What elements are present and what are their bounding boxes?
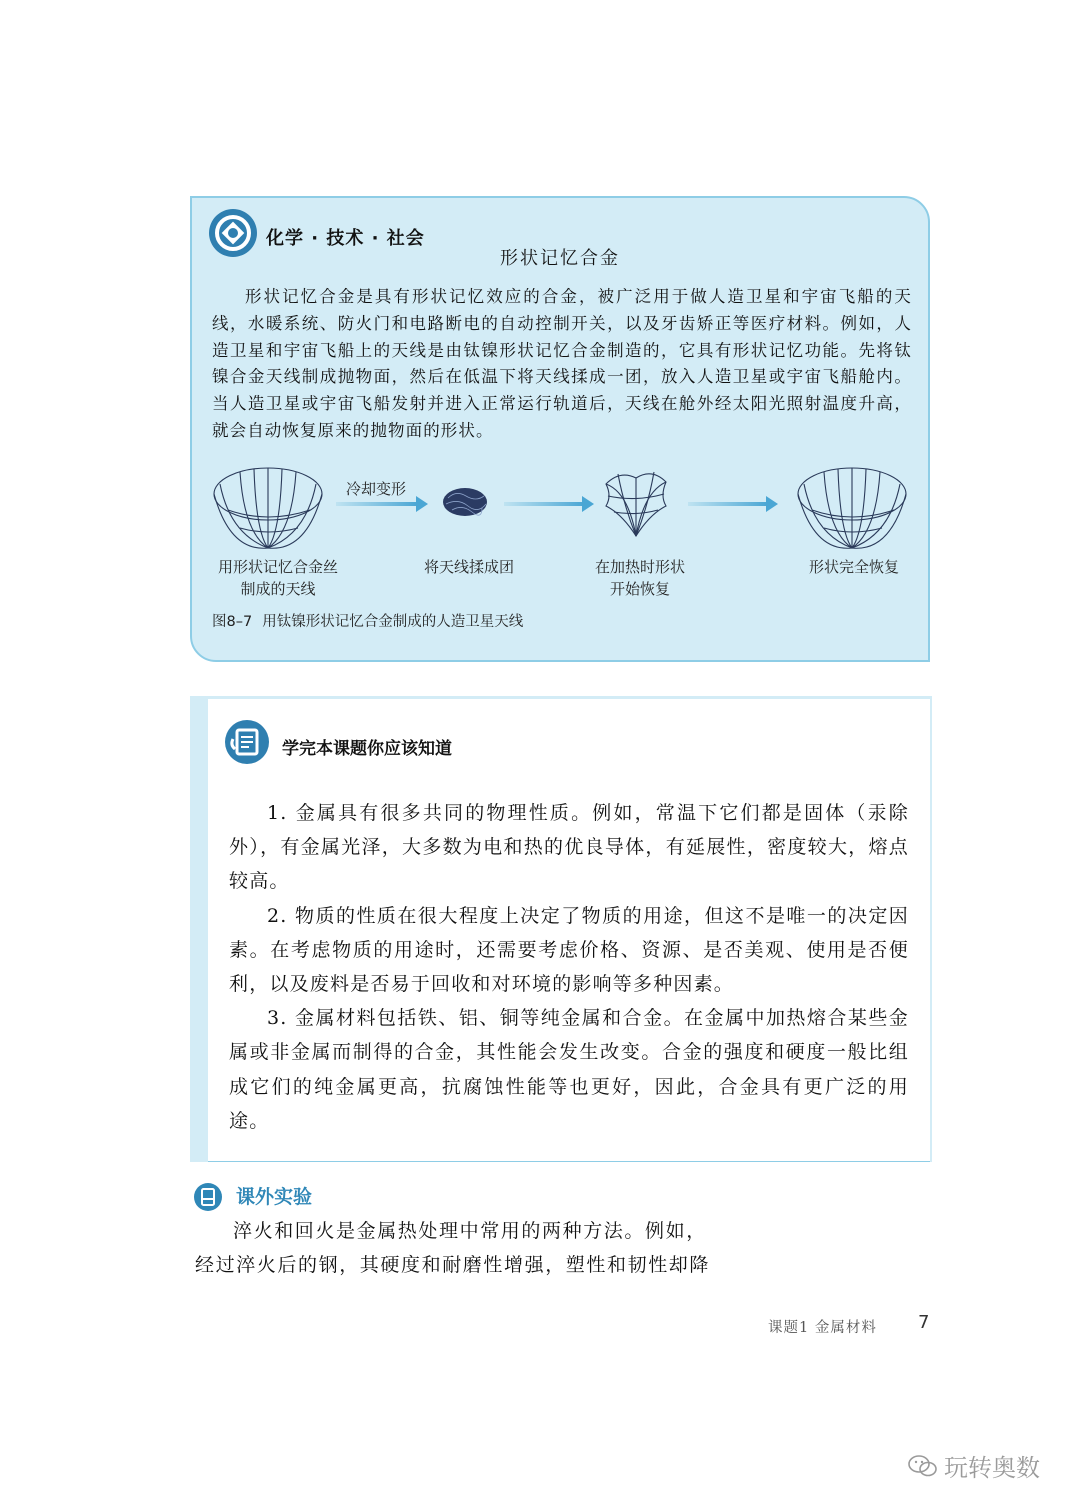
restored-antenna-illustration — [794, 462, 910, 554]
figure-caption: 将天线揉成团 — [423, 558, 514, 576]
chemistry-technology-society-icon — [208, 208, 258, 258]
running-footer: 课题1 金属材料 — [768, 1320, 877, 1336]
experiment-text: 淬火和回火是金属热处理中常用的两种方法。例如， 经过淬火后的钢，其硬度和耐磨性增强，塑性和韧性却降 — [195, 1220, 711, 1276]
watermark: 玩转奥数 — [908, 1448, 1040, 1483]
summary-points — [229, 796, 909, 1138]
summary-point: 2. 物质的性质在很大程度上决定了物质的用途，但这不是唯一的决定因素。在考虑物质的用途时，还需要考虑价格、资源、是否美观、使用是否便利，以及废料是否易于回收和对环境的影响等多种因素。 — [229, 904, 909, 996]
process-arrow — [688, 502, 768, 506]
section-label: 化学 · 技术 · 社会 — [266, 228, 425, 249]
figure-caption: 用形状记忆合金丝 制成的天线 — [217, 558, 338, 598]
recovering-antenna-illustration — [600, 466, 672, 540]
experiment-icon — [193, 1182, 223, 1212]
summary-title: 学完本课题你应该知道 — [282, 739, 452, 759]
cooling-deformation-label: 冷却变形 — [346, 480, 407, 498]
experiment-title: 课外实验 — [236, 1186, 313, 1208]
page-number: 7 — [918, 1312, 930, 1333]
wechat-icon — [908, 1454, 938, 1478]
article-title: 形状记忆合金 — [500, 248, 620, 269]
summary-point: 1. 金属具有很多共同的物理性质。例如，常温下它们都是固体（汞除外），有金属光泽，大多数为电和热的优良导体，有延展性，密度较大，熔点较高。 — [229, 802, 909, 893]
process-arrow — [336, 502, 418, 506]
figure-title: 图8–7 用钛镍形状记忆合金制成的人造卫星天线 — [212, 614, 524, 630]
figure-caption: 在加热时形状 开始恢复 — [594, 558, 685, 598]
crumpled-antenna-illustration — [440, 484, 490, 520]
summary-point: 3. 金属材料包括铁、铝、铜等纯金属和合金。在金属中加热熔合某些金属或非金属而制得的合金，其性能会发生改变。合金的强度和硬度一般比组成它们的纯金属更高，抗腐蚀性能等也更好，因此，合金具有更广泛的用途。 — [229, 1007, 909, 1132]
process-arrow — [504, 502, 584, 506]
figure-caption: 形状完全恢复 — [808, 558, 899, 576]
article-paragraph: 形状记忆合金是具有形状记忆效应的合金，被广泛用于做人造卫星和宇宙飞船的天线，水暖系统、防火门和电路断电的自动控制开关，以及牙齿矫正等医疗材料。例如，人造卫星和宇宙飞船上的天线是由钛镍形状记忆合金制造的，它具有形状记忆功能。先将钛镍合金天线制成抛物面，然后在低温下将天线揉成一团，放入人造卫星或宇宙飞船舱内。当人造卫星或宇宙飞船发射并进入正常运行轨道后，天线在舱外经太阳光照射温度升高，就会自动恢复原来的抛物面的形状。 — [212, 287, 912, 440]
antenna-dish-illustration — [210, 462, 326, 554]
summary-icon — [224, 719, 270, 765]
